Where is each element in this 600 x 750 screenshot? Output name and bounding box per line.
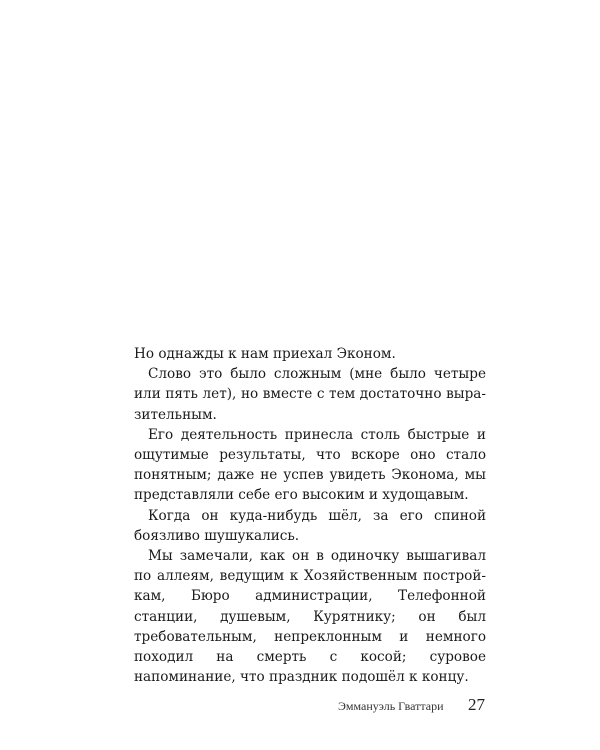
paragraph-1: Но однажды к нам приехал Эконом. bbox=[134, 346, 396, 362]
body-text bbox=[134, 344, 486, 687]
running-footer-author: Эммануэль Гваттари bbox=[338, 699, 444, 713]
paragraph-5: Мы замечали, как он в одиночку вышагивал по аллеям, ведущим к Хозяйственным постройкам, Бюро администрации, Телефонной станции, душевым, Курятнику; он был требовательным, непреклонным и немного походил на смерть с косой; суровое напоминание, что праздник подошёл к концу. bbox=[134, 548, 486, 686]
paragraph-3: Его деятельность принесла столь быстрые и ощутимые результаты, что вскоре оно стало понятным; даже не успев увидеть Эконома, мы представляли себе его высоким и худощавым. bbox=[134, 426, 486, 504]
page-number: 27 bbox=[468, 695, 485, 714]
paragraph-2: Слово это было сложным (мне было четыре или пять лет), но вместе с тем достаточно выразительным. bbox=[134, 366, 486, 423]
paragraph-4: Когда он куда-нибудь шёл, за его спиной боязливо шушукались. bbox=[134, 507, 486, 544]
